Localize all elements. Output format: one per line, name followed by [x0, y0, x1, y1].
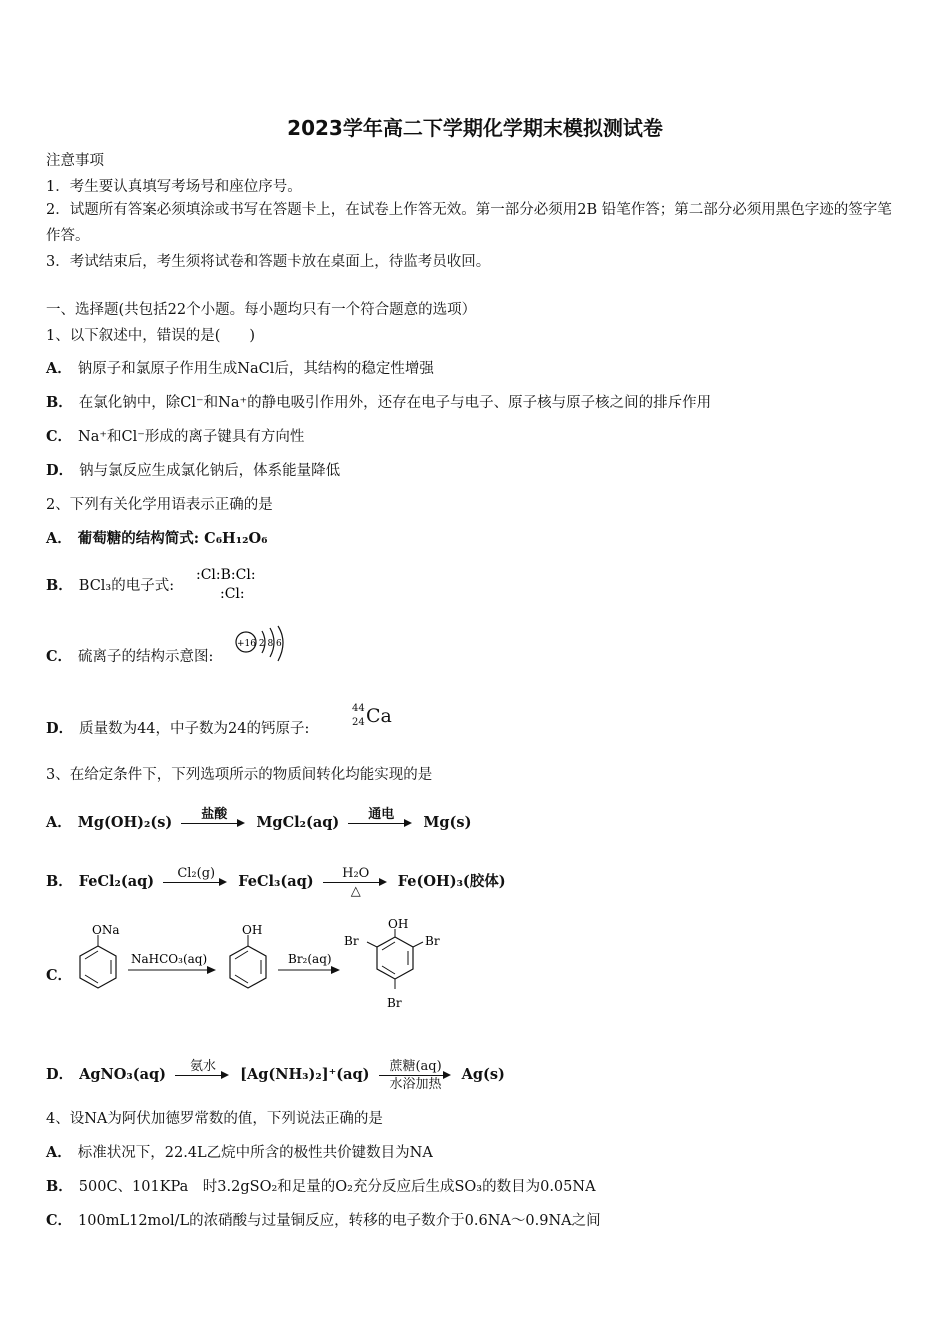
q4-option-b [46, 1178, 596, 1196]
benzene-ring-1 [80, 923, 120, 988]
q3d-condition: 水浴加热 [389, 1077, 442, 1092]
atomic-number: 24 [352, 717, 365, 728]
option-label: D． [46, 1066, 74, 1083]
sulfur-ion-text: +16 2 8 6 [237, 639, 282, 649]
q1-option-a [46, 360, 434, 378]
bromine-label: Br [387, 996, 402, 1010]
q3a-substance-3: Mg(s) [423, 814, 472, 831]
notice-item-3: 3．考试结束后，考生须将试卷和答题卡放在桌面上，待监考员收回。 [46, 254, 491, 270]
notice-item-2: 2．试题所有答案必须填涂或书写在答题卡上，在试卷上作答无效。第一部分必须用2B 铅笔作答；第二部分必须用黑色字迹的签字笔作答。 [46, 202, 892, 244]
q3b-substance-1: FeCl₂(aq) [78, 873, 155, 890]
q1-option-d [46, 462, 340, 480]
reaction-arrow [128, 952, 216, 974]
page-title: 2023学年高二下学期化学期末模拟测试卷 [287, 116, 663, 140]
q3d-substance-3: Ag(s) [461, 1066, 505, 1083]
option-label: A． [46, 530, 72, 547]
q2-stem: 2、下列有关化学用语表示正确的是 [46, 497, 273, 513]
benzene-ring-2 [230, 923, 266, 988]
q1-option-d-text: 钠与氯反应生成氯化钠后，体系能量降低 [79, 463, 341, 479]
option-label: A． [46, 814, 72, 831]
q1-option-c [46, 428, 304, 446]
q4-option-b-text: 500C、101KPa 时3.2gSO₂和足量的O₂充分反应后生成SO₃的数目为0.05NA [78, 1179, 596, 1195]
q2-option-a-text: 葡萄糖的结构简式: C₆H₁₂O₆ [77, 530, 268, 547]
q1-option-b-text: 在氯化钠中，除Cl⁻和Na⁺的静电吸引作用外，还存在电子与电子、原子核与原子核之间的排斥作用 [78, 395, 712, 411]
q3c-reagent-1: NaHCO₃(aq) [131, 952, 208, 966]
q3c-substituent-3: OH [388, 917, 409, 931]
bromine-label: Br [425, 934, 440, 948]
option-label: C． [46, 648, 73, 665]
q3c-substituent-2: OH [242, 923, 263, 937]
option-label: C． [46, 428, 73, 445]
reaction-arrow [278, 952, 340, 974]
q1-option-c-text: Na⁺和Cl⁻形成的离子键具有方向性 [78, 429, 305, 445]
q2-option-c-text: 硫离子的结构示意图: [78, 649, 214, 665]
option-label: B． [46, 1178, 73, 1195]
reaction-arrow [181, 807, 247, 834]
q3-option-a [46, 807, 472, 834]
option-label: B． [46, 577, 73, 594]
q3b-substance-3: Fe(OH)₃(胶体) [397, 873, 506, 890]
option-label: D． [46, 720, 74, 737]
q3b-reagent-2: H₂O [342, 866, 370, 881]
reaction-arrow [379, 1059, 453, 1092]
mass-number: 44 [352, 703, 365, 714]
q3a-reagent-1: 盐酸 [201, 807, 228, 822]
q4-option-a-text: 标准状况下，22.4L乙烷中所含的极性共价键数目为NA [77, 1145, 433, 1161]
reaction-arrow [348, 807, 414, 834]
q3d-reagent-1: 氨水 [190, 1059, 217, 1074]
q1-stem: 1、以下叙述中，错误的是( ) [46, 328, 256, 344]
svg-text::Cl:: :Cl: [220, 586, 245, 602]
bcl3-electron-formula [188, 561, 278, 603]
q2-option-d-text: 质量数为44，中子数为24的钙原子: [79, 721, 310, 737]
q2-option-d [46, 720, 309, 738]
q3a-substance-2: MgCl₂(aq) [256, 814, 340, 831]
q3b-substance-2: FeCl₃(aq) [238, 873, 314, 890]
option-label: A． [46, 360, 72, 377]
q2-option-b-text: BCl₃的电子式: [78, 578, 175, 594]
q4-option-a [46, 1144, 433, 1162]
notice-item-1: 1．考生要认真填写考场号和座位序号。 [46, 179, 302, 195]
q3d-reagent-2: 蔗糖(aq) [389, 1059, 442, 1074]
reaction-arrow [323, 866, 389, 899]
q3c-substituent-1: ONa [92, 923, 120, 937]
sulfur-ion-structure-diagram [234, 625, 290, 671]
q3b-reagent-1: Cl₂(g) [177, 866, 216, 881]
option-label: A． [46, 1144, 72, 1161]
q3-option-b [46, 866, 506, 899]
element-symbol: Ca [366, 705, 392, 727]
q3c-reaction-scheme [70, 915, 460, 1015]
q3a-reagent-2: 通电 [368, 807, 395, 822]
svg-text::Cl:B:Cl:: :Cl:B:Cl: [196, 567, 256, 583]
q3c-reagent-2: Br₂(aq) [288, 952, 332, 966]
q3-option-d [46, 1059, 505, 1092]
q1-option-b [46, 394, 711, 412]
bromine-label: Br [344, 934, 359, 948]
q2-option-a [46, 530, 267, 548]
q4-option-c-text: 100mL12mol/L的浓硝酸与过量铜反应，转移的电子数介于0.6NA～0.9NA之间 [78, 1213, 601, 1229]
q3a-substance-1: Mg(OH)₂(s) [77, 814, 173, 831]
q1-option-a-text: 钠原子和氯原子作用生成NaCl后，其结构的稳定性增强 [77, 361, 434, 377]
option-label: B． [46, 873, 73, 890]
q2-option-c [46, 648, 213, 666]
option-label: C． [46, 1212, 73, 1229]
reaction-arrow [175, 1059, 231, 1086]
option-label: D． [46, 462, 74, 479]
q2-option-b [46, 577, 174, 595]
notice-heading: 注意事项 [46, 153, 104, 169]
section-heading: 一、选择题(共包括22个小题。每小题均只有一个符合题意的选项） [46, 302, 477, 318]
q4-stem: 4、设NA为阿伏加德罗常数的值，下列说法正确的是 [46, 1111, 383, 1127]
option-label: B． [46, 394, 73, 411]
q3d-substance-2: [Ag(NH₃)₂]⁺(aq) [240, 1066, 370, 1083]
q3-stem: 3、在给定条件下，下列选项所示的物质间转化均能实现的是 [46, 767, 433, 783]
q3b-condition: △ [350, 884, 361, 899]
q4-option-c [46, 1212, 601, 1230]
option-label: C． [46, 967, 73, 984]
reaction-arrow [163, 866, 229, 893]
q3d-substance-1: AgNO₃(aq) [79, 1066, 166, 1083]
benzene-ring-3 [344, 917, 440, 1010]
calcium-nuclide [352, 703, 402, 735]
